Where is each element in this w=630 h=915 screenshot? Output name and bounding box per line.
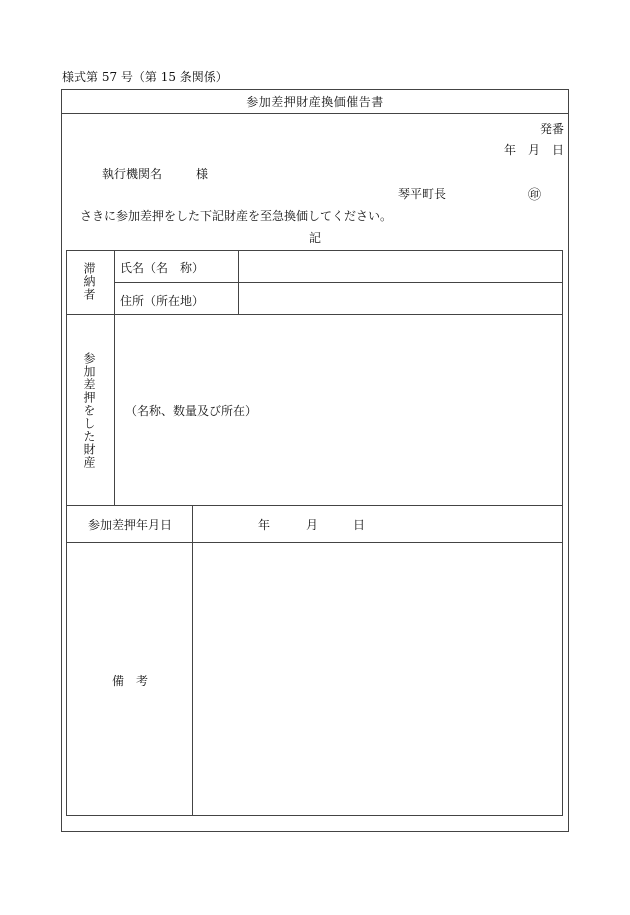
column-divider-header: [114, 251, 115, 505]
request-body-text: さきに参加差押をした下記財産を至急換価してください。: [80, 209, 393, 223]
row-divider-name-address: [114, 282, 562, 283]
seal-icon: ㊞: [528, 188, 542, 203]
column-divider-label-value: [238, 251, 239, 314]
remarks-field[interactable]: [200, 552, 555, 807]
row-divider-delinquent-property: [67, 314, 562, 315]
remarks-label: 備 考: [112, 674, 149, 688]
row-divider-date-remarks: [67, 542, 562, 543]
issue-number-label: 発番: [540, 122, 565, 136]
recipient-label: 執行機関名: [102, 167, 163, 181]
issue-date-label: 年 月 日: [504, 143, 565, 157]
sender-label: 琴平町長: [398, 187, 447, 201]
seizure-date-month: 月: [306, 518, 319, 532]
form-number-label: 様式第 57 号（第 15 条関係）: [62, 70, 228, 84]
ki-label: 記: [309, 231, 322, 245]
seizure-date-day: 日: [353, 518, 366, 532]
name-label: 氏名（名 称）: [120, 261, 205, 275]
document-title: 参加差押財産換価催告書: [62, 89, 568, 114]
delinquent-header: 滞納者: [82, 262, 96, 301]
column-divider-lower: [192, 505, 193, 815]
row-divider-property-date: [67, 505, 562, 506]
seizure-date-year: 年: [258, 518, 271, 532]
seizure-date-label: 参加差押年月日: [88, 518, 173, 532]
property-header: 参加差押をした財産: [82, 352, 96, 469]
address-label: 住所（所在地）: [120, 294, 205, 308]
property-hint[interactable]: （名称、数量及び所在）: [125, 404, 258, 418]
recipient-suffix: 様: [196, 167, 209, 181]
